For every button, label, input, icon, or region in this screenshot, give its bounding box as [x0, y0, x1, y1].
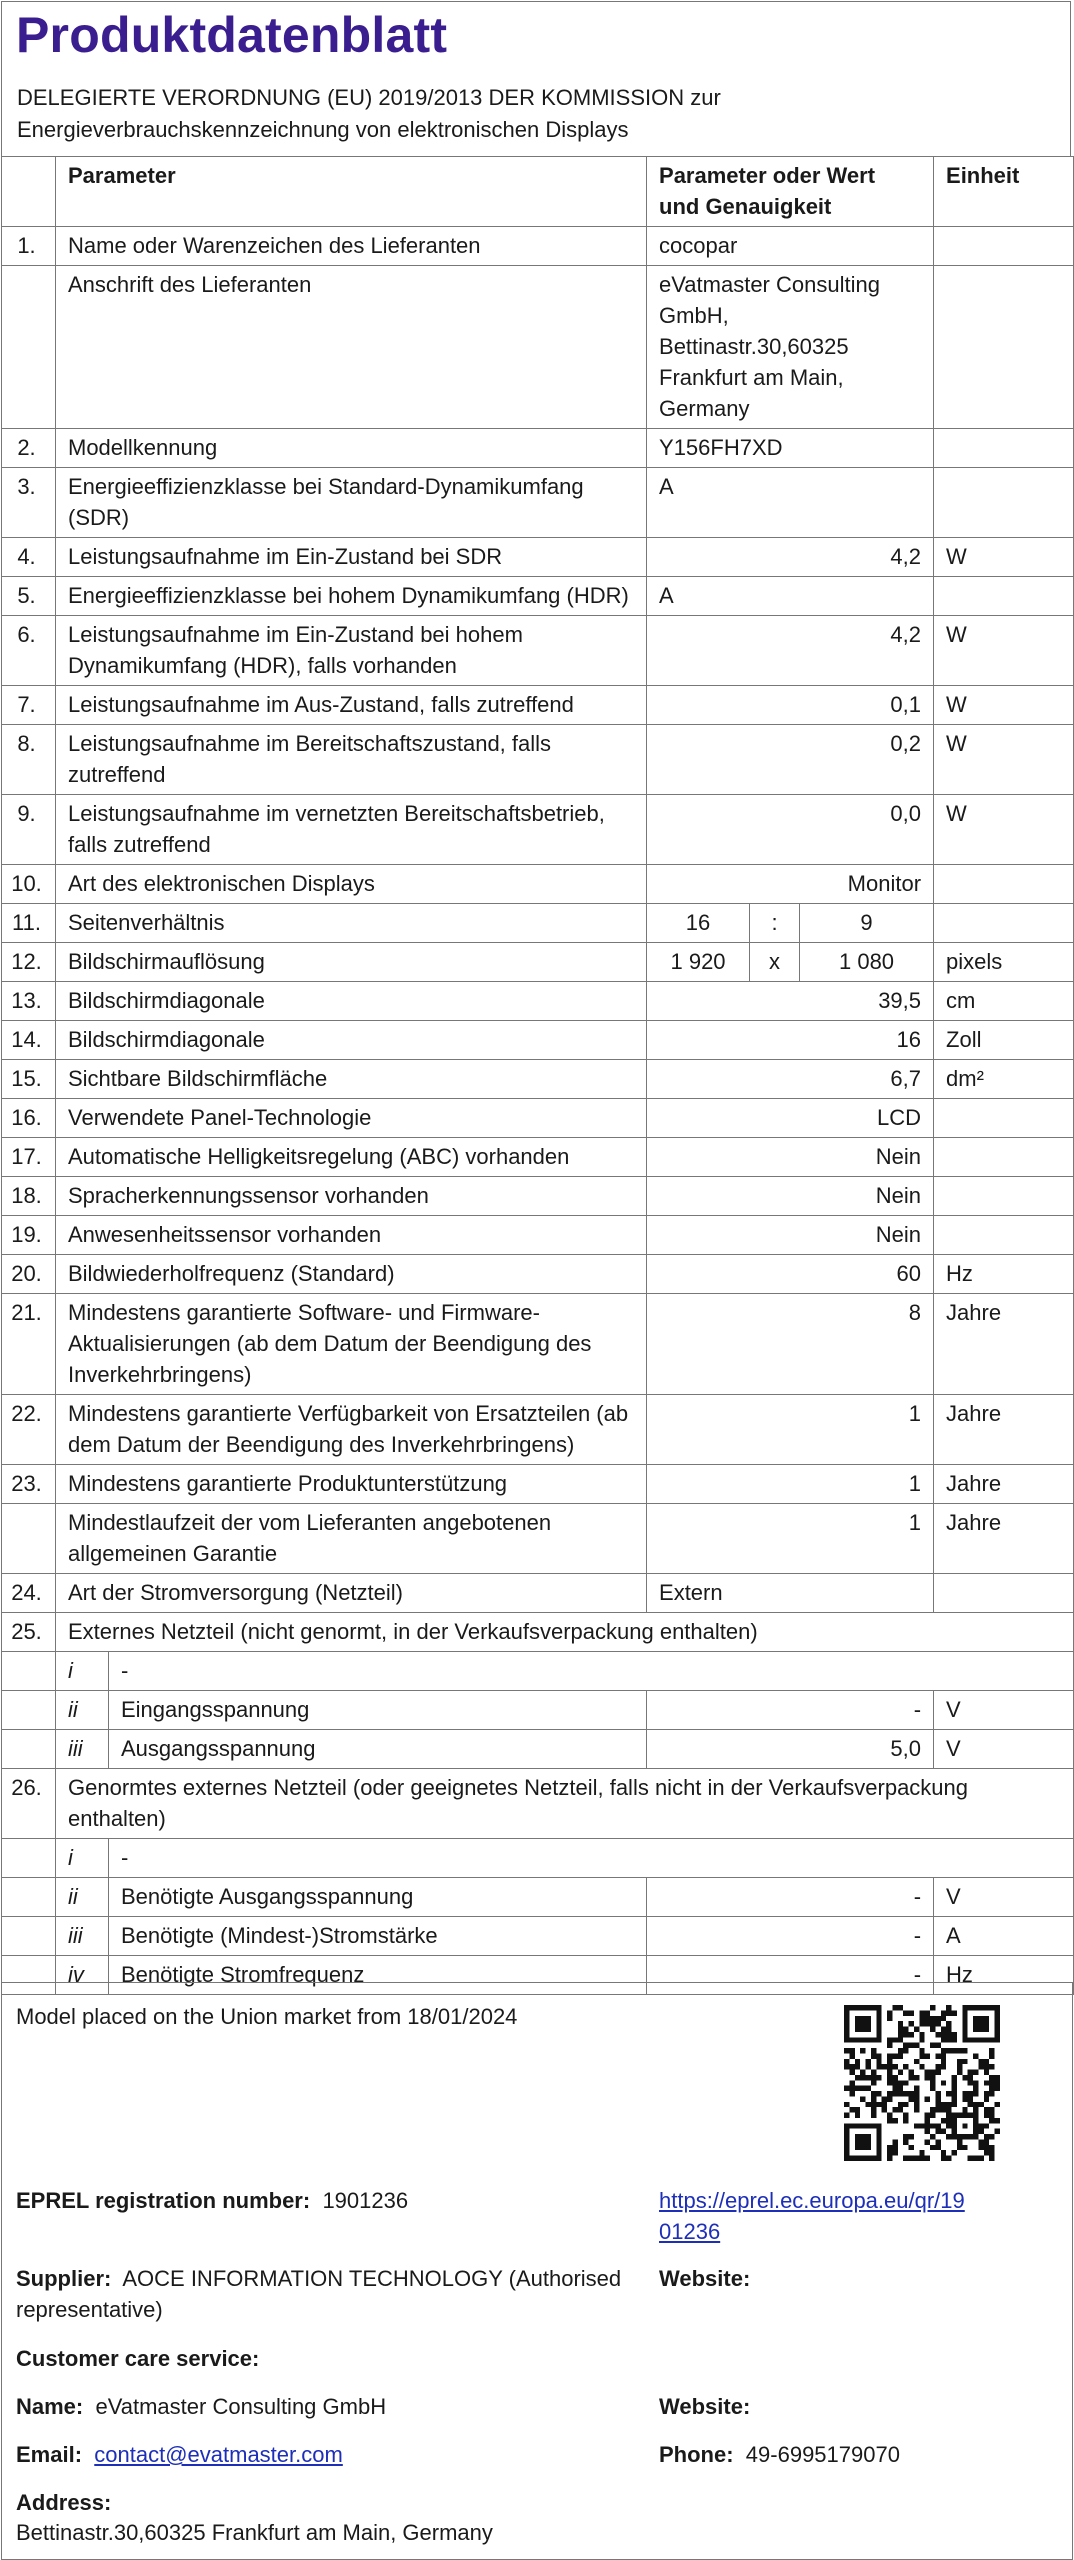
- parameter-value: Y156FH7XD: [647, 429, 934, 468]
- sub-row-value: -: [647, 1956, 934, 1995]
- row-number: 21.: [2, 1294, 56, 1395]
- header-number-cell: [2, 157, 56, 227]
- unit-cell: [934, 468, 1074, 538]
- parameter-label: Mindestlaufzeit der vom Lieferanten angebotenen allgemeinen Garantie: [56, 1504, 647, 1574]
- parameter-label: Anschrift des Lieferanten: [56, 266, 647, 429]
- name-value: eVatmaster Consulting GmbH: [95, 2394, 387, 2419]
- row-number: 6.: [2, 616, 56, 686]
- supplier-name-line-2: representative): [16, 2297, 163, 2322]
- sub-row-unit: V: [934, 1878, 1074, 1917]
- value-part-2: 9: [800, 904, 934, 943]
- parameter-value: A: [647, 468, 934, 538]
- unit-cell: [934, 266, 1074, 429]
- eprel-registration: [16, 2185, 408, 2216]
- parameter-label: Leistungsaufnahme im vernetzten Bereitschaftsbetrieb, falls zutreffend: [56, 795, 647, 865]
- unit-cell: Zoll: [934, 1021, 1074, 1060]
- table-row: [2, 982, 1074, 1021]
- unit-cell: W: [934, 616, 1074, 686]
- row-number: 25.: [2, 1613, 56, 1652]
- parameter-label: Mindestens garantierte Software- und Firmware-Aktualisierungen (ab dem Datum der Beendigung des Inverkehrbringens): [56, 1294, 647, 1395]
- table-row: [2, 577, 1074, 616]
- unit-cell: Jahre: [934, 1504, 1074, 1574]
- email-link[interactable]: contact@evatmaster.com: [94, 2442, 343, 2467]
- sub-row: [2, 1839, 1074, 1878]
- supplier-name: AOCE INFORMATION TECHNOLOGY (Authorised: [122, 2266, 622, 2291]
- sub-row-spacer: [2, 1839, 56, 1878]
- unit-cell: [934, 1138, 1074, 1177]
- row-number: 18.: [2, 1177, 56, 1216]
- subtitle-line-1: DELEGIERTE VERORDNUNG (EU) 2019/2013 DER KOMMISSION zur: [17, 85, 721, 110]
- row-number: 17.: [2, 1138, 56, 1177]
- parameter-value: eVatmaster Consulting GmbH, Bettinastr.30,60325 Frankfurt am Main, Germany: [647, 266, 934, 429]
- parameter-value: Monitor: [647, 865, 934, 904]
- sub-row-index: i: [56, 1839, 109, 1878]
- eprel-link[interactable]: [659, 2185, 965, 2247]
- sub-row-value: 5,0: [647, 1730, 934, 1769]
- sub-row-unit: A: [934, 1917, 1074, 1956]
- customer-care-phone: [659, 2439, 900, 2470]
- header-value: Parameter oder Wert und Genauigkeit: [647, 157, 934, 227]
- row-number: 22.: [2, 1395, 56, 1465]
- table-row: [2, 725, 1074, 795]
- value-separator: x: [750, 943, 800, 982]
- row-number: 20.: [2, 1255, 56, 1294]
- row-number: 7.: [2, 686, 56, 725]
- eprel-number: 1901236: [322, 2188, 409, 2213]
- table-row: [2, 1021, 1074, 1060]
- row-number: 14.: [2, 1021, 56, 1060]
- unit-cell: W: [934, 725, 1074, 795]
- parameter-label: Externes Netzteil (nicht genormt, in der Verkaufsverpackung enthalten): [56, 1613, 1074, 1652]
- unit-cell: [934, 865, 1074, 904]
- parameter-label: Art der Stromversorgung (Netzteil): [56, 1574, 647, 1613]
- table-row: [2, 943, 1074, 982]
- table-row: [2, 1613, 1074, 1652]
- unit-cell: cm: [934, 982, 1074, 1021]
- sub-row-unit: Hz: [934, 1956, 1074, 1995]
- parameter-label: Name oder Warenzeichen des Lieferanten: [56, 227, 647, 266]
- parameter-label: Leistungsaufnahme im Ein-Zustand bei hohem Dynamikumfang (HDR), falls vorhanden: [56, 616, 647, 686]
- document-header: [1, 1, 1071, 156]
- sub-row-text: Ausgangsspannung: [109, 1730, 647, 1769]
- table-row: [2, 1216, 1074, 1255]
- sub-row-value: -: [647, 1917, 934, 1956]
- sub-row-spacer: [2, 1917, 56, 1956]
- table-row: [2, 429, 1074, 468]
- parameter-label: Sichtbare Bildschirmfläche: [56, 1060, 647, 1099]
- parameter-label: Leistungsaufnahme im Bereitschaftszustand, falls zutreffend: [56, 725, 647, 795]
- row-number: 3.: [2, 468, 56, 538]
- row-number: 19.: [2, 1216, 56, 1255]
- row-number: 5.: [2, 577, 56, 616]
- subtitle-line-2: Energieverbrauchskennzeichnung von elektronischen Displays: [17, 117, 629, 142]
- table-row: [2, 795, 1074, 865]
- value-part-1: 1 920: [647, 943, 750, 982]
- sub-row-value: -: [647, 1691, 934, 1730]
- unit-cell: [934, 577, 1074, 616]
- parameter-label: Bildwiederholfrequenz (Standard): [56, 1255, 647, 1294]
- parameter-value: LCD: [647, 1099, 934, 1138]
- table-row: [2, 1504, 1074, 1574]
- page-title: Produktdatenblatt: [16, 7, 448, 63]
- parameter-value: 1: [647, 1465, 934, 1504]
- parameter-label: Bildschirmdiagonale: [56, 1021, 647, 1060]
- sub-row-index: ii: [56, 1878, 109, 1917]
- sub-row-spacer: [2, 1730, 56, 1769]
- row-number: 24.: [2, 1574, 56, 1613]
- parameter-value: 0,2: [647, 725, 934, 795]
- customer-care-name: [16, 2391, 386, 2422]
- table-row: [2, 1099, 1074, 1138]
- parameter-value: 0,0: [647, 795, 934, 865]
- value-part-2: 1 080: [800, 943, 934, 982]
- parameter-value: 6,7: [647, 1060, 934, 1099]
- regulation-subtitle: [17, 82, 721, 146]
- parameter-label: Verwendete Panel-Technologie: [56, 1099, 647, 1138]
- qr-code-icon: [844, 2005, 1000, 2161]
- unit-cell: Jahre: [934, 1294, 1074, 1395]
- parameter-label: Art des elektronischen Displays: [56, 865, 647, 904]
- parameter-value: Nein: [647, 1138, 934, 1177]
- parameter-label: Modellkennung: [56, 429, 647, 468]
- email-label: Email:: [16, 2442, 83, 2467]
- sub-row-text: Benötigte Ausgangsspannung: [109, 1878, 647, 1917]
- parameter-value: 0,1: [647, 686, 934, 725]
- customer-care-website-label: Website:: [659, 2394, 751, 2419]
- sub-row: [2, 1691, 1074, 1730]
- table-row: [2, 1060, 1074, 1099]
- parameter-label: Mindestens garantierte Verfügbarkeit von Ersatzteilen (ab dem Datum der Beendigung des Inverkehrbringens): [56, 1395, 647, 1465]
- sub-row: [2, 1652, 1074, 1691]
- unit-cell: [934, 227, 1074, 266]
- sub-row-spacer: [2, 1652, 56, 1691]
- row-number: 2.: [2, 429, 56, 468]
- parameter-value: 4,2: [647, 538, 934, 577]
- row-number: 26.: [2, 1769, 56, 1839]
- sub-row-text: -: [109, 1652, 1074, 1691]
- table-row: [2, 1395, 1074, 1465]
- parameter-value: Extern: [647, 1574, 934, 1613]
- unit-cell: Jahre: [934, 1465, 1074, 1504]
- parameter-value: Nein: [647, 1177, 934, 1216]
- value-part-1: 16: [647, 904, 750, 943]
- sub-row-text: Benötigte (Mindest-)Stromstärke: [109, 1917, 647, 1956]
- sub-row-text: Benötigte Stromfrequenz: [109, 1956, 647, 1995]
- table-header-row: [2, 157, 1074, 227]
- parameter-value: 16: [647, 1021, 934, 1060]
- phone-label: Phone:: [659, 2442, 734, 2467]
- market-placement-text: Model placed on the Union market from 18/01/2024: [16, 2004, 518, 2029]
- sub-row: [2, 1878, 1074, 1917]
- unit-cell: dm²: [934, 1060, 1074, 1099]
- sub-row: [2, 1917, 1074, 1956]
- sub-row-unit: V: [934, 1730, 1074, 1769]
- unit-cell: [934, 1216, 1074, 1255]
- parameter-label: Mindestens garantierte Produktunterstützung: [56, 1465, 647, 1504]
- sub-row-spacer: [2, 1878, 56, 1917]
- parameter-value: cocopar: [647, 227, 934, 266]
- table-row: [2, 538, 1074, 577]
- row-number: 11.: [2, 904, 56, 943]
- sub-row-text: Eingangsspannung: [109, 1691, 647, 1730]
- parameter-value: 4,2: [647, 616, 934, 686]
- parameter-value: 1: [647, 1504, 934, 1574]
- sub-row-unit: V: [934, 1691, 1074, 1730]
- row-number: 23.: [2, 1465, 56, 1504]
- table-row: [2, 686, 1074, 725]
- row-number: 15.: [2, 1060, 56, 1099]
- table-row: [2, 1177, 1074, 1216]
- row-number: [2, 266, 56, 429]
- parameter-label: Leistungsaufnahme im Aus-Zustand, falls zutreffend: [56, 686, 647, 725]
- sub-row-index: i: [56, 1652, 109, 1691]
- unit-cell: [934, 904, 1074, 943]
- parameter-label: Automatische Helligkeitsregelung (ABC) vorhanden: [56, 1138, 647, 1177]
- customer-care-email: [16, 2439, 343, 2470]
- unit-cell: Hz: [934, 1255, 1074, 1294]
- supplier-info: [16, 2263, 646, 2325]
- parameter-value: 60: [647, 1255, 934, 1294]
- sub-row-index: ii: [56, 1691, 109, 1730]
- unit-cell: Jahre: [934, 1395, 1074, 1465]
- row-number: [2, 1504, 56, 1574]
- table-row: [2, 616, 1074, 686]
- row-number: 10.: [2, 865, 56, 904]
- row-number: 8.: [2, 725, 56, 795]
- parameter-value: 39,5: [647, 982, 934, 1021]
- header-parameter: Parameter: [56, 157, 647, 227]
- table-row: [2, 1255, 1074, 1294]
- unit-cell: W: [934, 795, 1074, 865]
- parameter-value: 1: [647, 1395, 934, 1465]
- name-label: Name:: [16, 2394, 84, 2419]
- table-row: [2, 904, 1074, 943]
- unit-cell: [934, 1099, 1074, 1138]
- sub-row-text: -: [109, 1839, 1074, 1878]
- sub-row-index: iii: [56, 1917, 109, 1956]
- parameter-label: Leistungsaufnahme im Ein-Zustand bei SDR: [56, 538, 647, 577]
- table-row: [2, 1769, 1074, 1839]
- row-number: 13.: [2, 982, 56, 1021]
- unit-cell: pixels: [934, 943, 1074, 982]
- address-value: Bettinastr.30,60325 Frankfurt am Main, Germany: [16, 2520, 493, 2545]
- unit-cell: [934, 1177, 1074, 1216]
- parameter-table: [1, 156, 1074, 1995]
- table-row: [2, 1294, 1074, 1395]
- parameter-label: Spracherkennungssensor vorhanden: [56, 1177, 647, 1216]
- address-label: Address:: [16, 2490, 112, 2515]
- parameter-label: Energieeffizienzklasse bei Standard-Dynamikumfang (SDR): [56, 468, 647, 538]
- table-row: [2, 865, 1074, 904]
- parameter-value: 8: [647, 1294, 934, 1395]
- header-unit: Einheit: [934, 157, 1074, 227]
- row-number: 9.: [2, 795, 56, 865]
- row-number: 16.: [2, 1099, 56, 1138]
- eprel-url-line-2[interactable]: 01236: [659, 2219, 721, 2244]
- unit-cell: W: [934, 686, 1074, 725]
- customer-care-label: Customer care service:: [16, 2346, 260, 2371]
- unit-cell: [934, 1574, 1074, 1613]
- sub-row: [2, 1730, 1074, 1769]
- eprel-label: EPREL registration number:: [16, 2188, 311, 2213]
- row-number: 12.: [2, 943, 56, 982]
- table-row: [2, 227, 1074, 266]
- phone-value: 49-6995179070: [745, 2442, 900, 2467]
- parameter-label: Energieeffizienzklasse bei hohem Dynamikumfang (HDR): [56, 577, 647, 616]
- unit-cell: W: [934, 538, 1074, 577]
- parameter-value: A: [647, 577, 934, 616]
- parameter-label: Bildschirmdiagonale: [56, 982, 647, 1021]
- eprel-footer: [1, 1982, 1073, 2560]
- parameter-label: Anwesenheitssensor vorhanden: [56, 1216, 647, 1255]
- row-number: 4.: [2, 538, 56, 577]
- supplier-website-label: Website:: [659, 2266, 751, 2291]
- sub-row-spacer: [2, 1691, 56, 1730]
- table-row: [2, 266, 1074, 429]
- sub-row-value: -: [647, 1878, 934, 1917]
- table-row: [2, 1574, 1074, 1613]
- parameter-label: Bildschirmauflösung: [56, 943, 647, 982]
- value-separator: :: [750, 904, 800, 943]
- eprel-url-line-1[interactable]: https://eprel.ec.europa.eu/qr/19: [659, 2188, 965, 2213]
- unit-cell: [934, 429, 1074, 468]
- parameter-label: Seitenverhältnis: [56, 904, 647, 943]
- parameter-value: Nein: [647, 1216, 934, 1255]
- sub-row-index: iii: [56, 1730, 109, 1769]
- parameter-label: Genormtes externes Netzteil (oder geeignetes Netzteil, falls nicht in der Verkaufsverpackung enthalten): [56, 1769, 1074, 1839]
- sub-row-index: iv: [56, 1956, 109, 1995]
- table-row: [2, 468, 1074, 538]
- supplier-label: Supplier:: [16, 2266, 112, 2291]
- table-row: [2, 1138, 1074, 1177]
- table-row: [2, 1465, 1074, 1504]
- row-number: 1.: [2, 227, 56, 266]
